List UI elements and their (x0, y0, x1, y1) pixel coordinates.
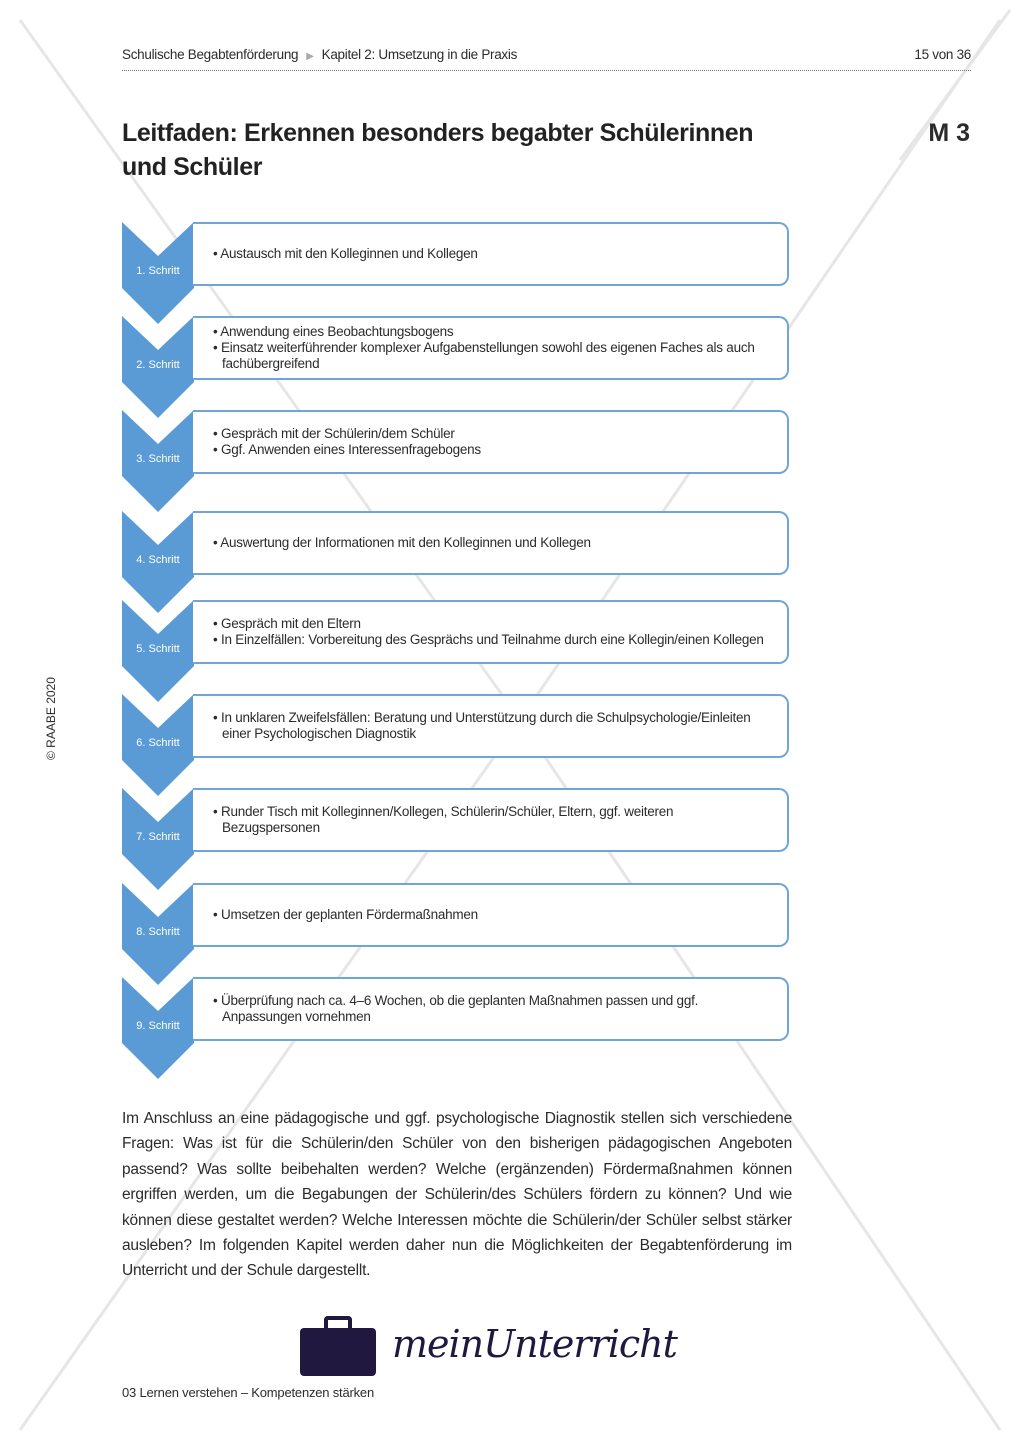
step-items (213, 993, 769, 1025)
watermark-logo (300, 1316, 720, 1378)
step-8 (122, 883, 792, 983)
step-box (193, 222, 789, 286)
step-7 (122, 788, 792, 888)
page-number: 15 von 36 (914, 47, 971, 62)
breadcrumb-separator-icon: ▶ (306, 51, 314, 62)
step-item: • In unklaren Zweifelsfällen: Beratung und Unterstützung durch die Schulpsychologie/Einleiten einer Psychologischen Diagnostik (213, 710, 769, 742)
step-box (193, 600, 789, 664)
step-items (213, 246, 769, 262)
breadcrumb-chapter: Kapitel 2: Umsetzung in die Praxis (321, 47, 518, 62)
step-label: 6. Schritt (136, 737, 180, 749)
step-1 (122, 222, 792, 322)
step-label: 4. Schritt (136, 554, 180, 566)
step-items (213, 324, 769, 372)
page-title: Leitfaden: Erkennen besonders begabter Schülerinnen und Schüler (122, 119, 754, 181)
running-header (122, 46, 971, 71)
step-item: • In Einzelfällen: Vorbereitung des Gesprächs und Teilnahme durch eine Kollegin/einen Kollegen (213, 632, 769, 648)
step-label: 3. Schritt (136, 453, 180, 465)
briefcase-cloud-icon (300, 1328, 376, 1376)
watermark-text: meinUnterricht (392, 1322, 677, 1366)
step-item: • Umsetzen der geplanten Fördermaßnahmen (213, 907, 769, 923)
step-label: 8. Schritt (136, 926, 180, 938)
step-box (193, 410, 789, 474)
step-item: • Auswertung der Informationen mit den Kolleginnen und Kollegen (213, 535, 769, 551)
step-item: • Austausch mit den Kolleginnen und Kollegen (213, 246, 769, 262)
step-box (193, 977, 789, 1041)
step-4 (122, 511, 792, 611)
step-items (213, 804, 769, 836)
body-paragraph: Im Anschluss an eine pädagogische und ggf. psychologische Diagnostik stellen sich verschiedene Fragen: Was ist für die Schülerin/den Schüler von den bisherigen pädagogischen Angeboten passend? Was sollte beibehalten werden? Welche (ergänzenden) Fördermaßnahmen können ergriffen werden, um die Begabungen der Schülerin/des Schülers fördern zu können? Und wie können diese gestaltet werden? Welche Interessen möchte die Schülerin/der Schüler selbst stärker ausleben? Im folgenden Kapitel werden daher nun die Möglichkeiten der Begabtenförderung im Unterricht und der Schule dargestellt. (122, 1110, 792, 1280)
step-items (213, 616, 769, 648)
step-label: 9. Schritt (136, 1020, 180, 1032)
step-item: • Gespräch mit den Eltern (213, 616, 769, 632)
step-5 (122, 600, 792, 700)
step-item: • Gespräch mit der Schülerin/dem Schüler (213, 426, 769, 442)
step-box (193, 694, 789, 758)
step-3 (122, 410, 792, 510)
step-9 (122, 977, 792, 1077)
step-items (213, 907, 769, 923)
step-box (193, 316, 789, 380)
step-box (193, 788, 789, 852)
step-label: 7. Schritt (136, 831, 180, 843)
step-item: • Ggf. Anwenden eines Interessenfragebogens (213, 442, 769, 458)
material-id: M 3 (928, 119, 970, 147)
step-6 (122, 694, 792, 794)
copyright: © RAABE 2020 (44, 677, 58, 760)
step-label: 5. Schritt (136, 643, 180, 655)
step-items (213, 710, 769, 742)
step-box (193, 511, 789, 575)
step-item: • Überprüfung nach ca. 4–6 Wochen, ob die geplanten Maßnahmen passen und ggf. Anpassungen vornehmen (213, 993, 769, 1025)
step-items (213, 535, 769, 551)
step-label: 1. Schritt (136, 265, 180, 277)
step-label: 2. Schritt (136, 359, 180, 371)
breadcrumb-book: Schulische Begabtenförderung (122, 47, 299, 62)
step-item: • Anwendung eines Beobachtungsbogens (213, 324, 769, 340)
step-items (213, 426, 769, 458)
breadcrumb (122, 47, 517, 62)
footer: 03 Lernen verstehen – Kompetenzen stärken (122, 1385, 374, 1400)
step-item: • Einsatz weiterführender komplexer Aufgabenstellungen sowohl des eigenen Faches als auch fachübergreifend (213, 340, 769, 372)
step-2 (122, 316, 792, 416)
step-box (193, 883, 789, 947)
step-item: • Runder Tisch mit Kolleginnen/Kollegen, Schülerin/Schüler, Eltern, ggf. weiteren Bezugspersonen (213, 804, 769, 836)
